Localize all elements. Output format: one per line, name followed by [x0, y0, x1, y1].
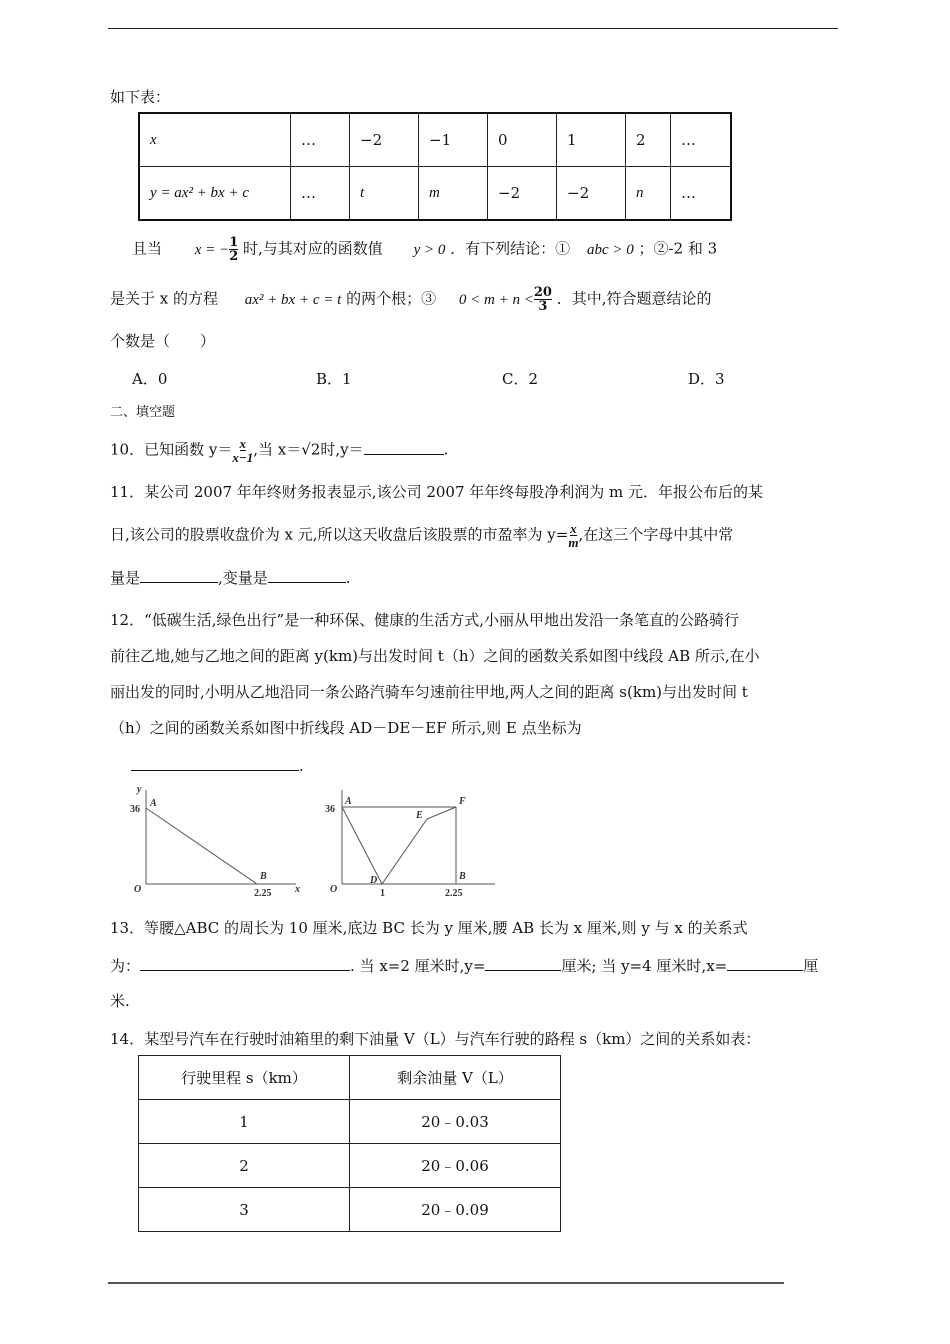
q11-line2 — [110, 522, 733, 549]
math: abc > 0 — [586, 241, 634, 258]
answer-blank[interactable] — [727, 956, 803, 971]
text: 厘 — [803, 957, 819, 975]
text: 时,与其对应的函数值 — [243, 239, 383, 258]
text: . 当 x=2 厘米时,y= — [350, 957, 486, 975]
label: 36 — [325, 804, 335, 815]
math: x = − — [194, 241, 230, 258]
fraction — [568, 522, 578, 549]
table-cell: … — [291, 167, 350, 221]
table-cell: … — [291, 113, 350, 167]
label: O — [134, 884, 142, 895]
table-cell: 20﹣0.09 — [350, 1188, 561, 1232]
q13-line1: 13．等腰△ABC 的周长为 10 厘米,底边 BC 长为 y 厘米,腰 AB 长为 x 厘米,则 y 与 x 的关系式 — [110, 919, 748, 937]
table-cell: −2 — [557, 167, 626, 221]
table-cell: 2 — [626, 113, 671, 167]
column-header: 剩余油量 V（L） — [350, 1056, 561, 1100]
table-cell: y = ax² + bx + c — [139, 167, 291, 221]
q12-line2: 前往乙地,她与乙地之间的距离 y(km)与出发时间 t（h）之间的函数关系如图中线段 AB 所示,在小 — [110, 647, 760, 665]
q13-line2 — [110, 955, 818, 976]
table-cell: t — [350, 167, 419, 221]
table-cell: 20﹣0.06 — [350, 1144, 561, 1188]
fraction — [229, 236, 238, 263]
label: B — [260, 871, 267, 882]
table-row — [139, 1144, 561, 1188]
numerator: x — [239, 436, 247, 451]
text: 量是 — [110, 569, 141, 587]
answer-blank[interactable] — [131, 756, 299, 771]
math: y > 0 — [413, 241, 446, 258]
fuel-table — [138, 1055, 561, 1232]
numerator: 1 — [229, 235, 239, 250]
denominator: m — [568, 535, 579, 550]
label: 1 — [380, 888, 385, 899]
q12-line4: （h）之间的函数关系如图中折线段 AD－DE－EF 所示,则 E 点坐标为 — [110, 719, 582, 737]
table-cell: 3 — [139, 1188, 350, 1232]
table-cell: x — [139, 113, 291, 167]
label: A — [345, 796, 352, 807]
label: y — [137, 784, 142, 795]
header-rule — [108, 28, 838, 29]
q9-line1 — [132, 236, 717, 263]
table-cell: 1 — [557, 113, 626, 167]
label: x — [295, 884, 300, 895]
q12-line3: 丽出发的同时,小明从乙地沿同一条公路汽骑车匀速前往甲地,两人之间的距离 s(km)与出发时间 t — [110, 683, 748, 701]
answer-blank[interactable] — [364, 440, 444, 455]
label: 2.25 — [445, 888, 463, 899]
numerator: 20 — [533, 285, 552, 300]
polyline-adef — [342, 807, 456, 884]
answer-blank[interactable] — [268, 568, 346, 583]
text: 日,该公司的股票收盘价为 x 元,所以这天收盘后该股票的市盈率为 y= — [110, 525, 569, 544]
text: ．其中,符合题意结论的 — [556, 289, 712, 308]
table-cell: 0 — [488, 113, 557, 167]
label: D — [370, 875, 378, 886]
label: F — [459, 796, 466, 807]
segment-ab — [146, 808, 257, 884]
table-header-row — [139, 1056, 561, 1100]
table-row — [139, 1100, 561, 1144]
text: . — [345, 569, 351, 587]
option-b: B．1 — [316, 370, 352, 388]
denominator: 3 — [538, 299, 548, 314]
label: B — [459, 871, 466, 882]
section-heading: 二、填空题 — [110, 405, 176, 420]
table-row — [139, 1188, 561, 1232]
text: ；②-2 和 3 — [638, 239, 718, 258]
text: ,当 x＝√2时,y＝ — [253, 440, 364, 459]
text: . — [443, 440, 449, 459]
q11-line3 — [110, 567, 351, 588]
graphs-figure — [120, 780, 520, 900]
text: 的两个根；③ — [346, 289, 437, 308]
option-a: A．0 — [132, 370, 168, 388]
fraction — [232, 437, 253, 464]
answer-blank[interactable] — [140, 568, 218, 583]
fraction — [534, 286, 552, 313]
text: ．有下列结论：① — [450, 239, 571, 258]
text: 且当 — [132, 239, 163, 258]
label: 2.25 — [254, 888, 272, 899]
q10 — [110, 437, 448, 464]
denominator: x−1 — [232, 450, 254, 465]
q12-answer — [131, 756, 304, 775]
footer-rule — [108, 1282, 784, 1284]
q12-line1: 12．“低碳生活,绿色出行”是一种环保、健康的生活方式,小丽从甲地出发沿一条笔直的公路骑行 — [110, 611, 739, 629]
label: E — [416, 810, 423, 821]
answer-blank[interactable] — [485, 956, 561, 971]
numerator: x — [570, 521, 577, 536]
text: 是关于 x 的方程 — [110, 289, 218, 308]
table-cell: 1 — [139, 1100, 350, 1144]
math: 0 < m + n < — [458, 291, 534, 308]
label: O — [330, 884, 338, 895]
text: ,在这三个字母中其中常 — [578, 525, 734, 544]
table-cell: n — [626, 167, 671, 221]
option-d: D．3 — [688, 370, 725, 388]
math: ax² + bx + c = t — [244, 291, 342, 308]
q13-line3: 米. — [110, 992, 130, 1010]
text: 厘米; 当 y=4 厘米时,x= — [561, 957, 728, 975]
option-c: C．2 — [502, 370, 539, 388]
denominator: 2 — [229, 249, 239, 264]
table-cell: −1 — [419, 113, 488, 167]
table-cell: 2 — [139, 1144, 350, 1188]
table-row — [139, 167, 731, 221]
table-cell: … — [671, 113, 732, 167]
label: 36 — [130, 804, 140, 815]
q9-line3: 个数是（ ） — [110, 332, 216, 350]
text: . — [299, 757, 304, 775]
text: ,变量是 — [218, 569, 268, 587]
table-row — [139, 113, 731, 167]
table-cell: … — [671, 167, 732, 221]
text: 为： — [110, 957, 141, 975]
table-cell: m — [419, 167, 488, 221]
q14-line1: 14．某型号汽车在行驶时油箱里的剩下油量 V（L）与汽车行驶的路程 s（km）之间的关系如表： — [110, 1030, 761, 1048]
table-cell: −2 — [350, 113, 419, 167]
q9-line2 — [110, 286, 711, 313]
table-cell: −2 — [488, 167, 557, 221]
table-cell: 20﹣0.03 — [350, 1100, 561, 1144]
answer-blank[interactable] — [140, 956, 350, 971]
text: 10．已知函数 y＝ — [110, 440, 233, 459]
intro-text: 如下表： — [110, 88, 171, 106]
column-header: 行驶里程 s（km） — [139, 1056, 350, 1100]
label: A — [150, 798, 157, 809]
q11-line1: 11．某公司 2007 年年终财务报表显示,该公司 2007 年年终每股净利润为 m 元．年报公布后的某 — [110, 483, 764, 501]
value-table — [138, 112, 732, 221]
